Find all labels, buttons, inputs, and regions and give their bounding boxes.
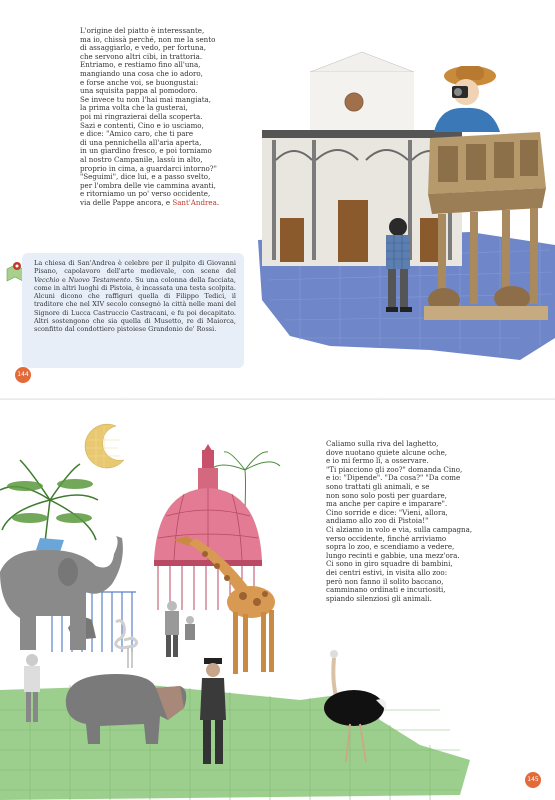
- poem-line: Se invece tu non l'hai mai mangiata,: [80, 94, 212, 104]
- photographer-girl-illustration: [430, 62, 500, 132]
- poem-line: camminano ordinati e incuriositi,: [326, 585, 446, 595]
- poem-line: una squisita pappa al pomodoro.: [80, 86, 198, 96]
- poem-line: la prima volta che la gusterai,: [80, 103, 188, 113]
- poem-line: per l'ombra delle vie cammina avanti,: [80, 180, 216, 190]
- poem-line: sopra lo zoo, e scendiamo a vedere,: [326, 542, 455, 552]
- poem-line: verso occidente, finché arriviamo: [326, 533, 447, 543]
- poem-line: Ci alziamo in volo e via, sulla campagna,: [326, 524, 473, 534]
- poem-line: "Seguimi", dice lui, e a passo svelto,: [80, 172, 211, 182]
- info-box: [22, 253, 244, 368]
- page-number-top: 144: [15, 367, 31, 383]
- ostrich-illustration: [320, 650, 390, 770]
- poem-line: al nostro Campanile, lassù in alto,: [80, 154, 203, 164]
- poem-line: proprio in cima, a guardarci intorno?": [80, 163, 217, 173]
- poem-line: Caliamo sulla riva del laghetto,: [326, 439, 439, 448]
- poem-line: Sazi e contenti, Cino e io usciamo,: [80, 120, 204, 130]
- poem-place-link: Sant'Andrea: [172, 197, 217, 207]
- poem-line: Ci sono in giro squadre di bambini,: [326, 559, 453, 569]
- poem-line: ma io, chissà perché, non me la sento: [80, 34, 216, 44]
- poem-line: Cino sorride e dice: "Vieni, allora,: [326, 507, 448, 517]
- elephant-illustration: [0, 532, 120, 662]
- poem-line: Entriamo, e restiamo fino all'una,: [80, 60, 201, 70]
- poem-line: spiando silenziosi gli animali.: [326, 593, 432, 603]
- poem-line: e io: "Dipende". "Da cosa?" "Da come: [326, 473, 461, 483]
- poem-line: L'origine del piatto è interessante,: [80, 26, 205, 35]
- page-number-bottom: 145: [525, 772, 541, 788]
- poem-line: non sono solo posti per guardare,: [326, 490, 447, 500]
- info-text-part: La chiesa di San'Andrea è celebre per il pulpito di Giovanni Pisano, capolavoro dell'arte medievale, con scene del: [34, 259, 236, 276]
- poem-line: e dice: "Amico caro, che ti pare: [80, 129, 194, 139]
- hippo-illustration: [60, 668, 190, 748]
- poem-line: di assaggiarlo, e vedo, per fortuna,: [80, 43, 206, 53]
- poem-line: "Ti piacciono gli zoo?" domanda Cino,: [326, 464, 463, 474]
- poem-line: poi mi ringrazierai della scoperta.: [80, 111, 203, 121]
- info-text-part: . Su una colonna della facciata, come in altri luoghi di Pistoia, è incassata una testa scolpita. Alcuni dicono che raffiguri quella di Filippo Tedici, il traditore che nel XIV secolo consegnò la città nelle mani del Signore di Lucca Castruccio Castracani, e fu poi decapitato. Altri sostengono che sia quella di Musetto, re di Maiorca, sconfitto dal condottiero pistoiese Grandonio de' Rossi.: [34, 275, 236, 333]
- poem-line: mangiando una cosa che io adoro,: [80, 68, 203, 78]
- poem-line: sono trattati gli animali, e se: [326, 481, 430, 491]
- poem-line: dove nuotano quiete alcune oche,: [326, 447, 448, 457]
- pulpit-illustration: [420, 128, 550, 328]
- poem-line: via delle Pappe ancora, e Sant'Andrea.: [80, 197, 220, 207]
- visitors-illustration: [160, 600, 200, 660]
- zookeeper-illustration: [198, 658, 228, 768]
- bottom-poem: [326, 440, 472, 603]
- info-text-italic: Vecchio: [34, 275, 60, 284]
- poem-line: e forse anche voi, se buongustai:: [80, 77, 199, 87]
- poem-line: andiamo allo zoo di Pistoia!": [326, 516, 429, 526]
- info-text-part: e: [59, 275, 69, 284]
- poem-line: di una pennichella all'aria aperta,: [80, 137, 202, 147]
- info-text-italic: Nuovo Testamento: [68, 275, 131, 284]
- poem-line: e ritorniamo un po' verso occidente,: [80, 189, 211, 199]
- poem-line: ma anche per capire e imparare".: [326, 499, 448, 509]
- boy-illustration: [378, 215, 418, 315]
- poem-line: che servono altri cibi, in trattoria.: [80, 51, 203, 61]
- poem-line: lungo recinti e gabbie, una mezz'ora.: [326, 550, 460, 560]
- poem-line: in un giardino fresco, e poi torniamo: [80, 146, 212, 156]
- poem-line: dei centri estivi, in visita allo zoo:: [326, 567, 448, 577]
- top-poem: [80, 27, 219, 207]
- bottom-page: [0, 400, 555, 800]
- children-illustration: [18, 652, 58, 732]
- poem-line: e io mi fermo lì, a osservare.: [326, 456, 429, 466]
- flamingo-illustration: [112, 618, 142, 668]
- poem-line-end: .: [216, 197, 220, 207]
- info-text: [34, 259, 236, 333]
- poem-line: però non fanno il solito baccano,: [326, 576, 444, 586]
